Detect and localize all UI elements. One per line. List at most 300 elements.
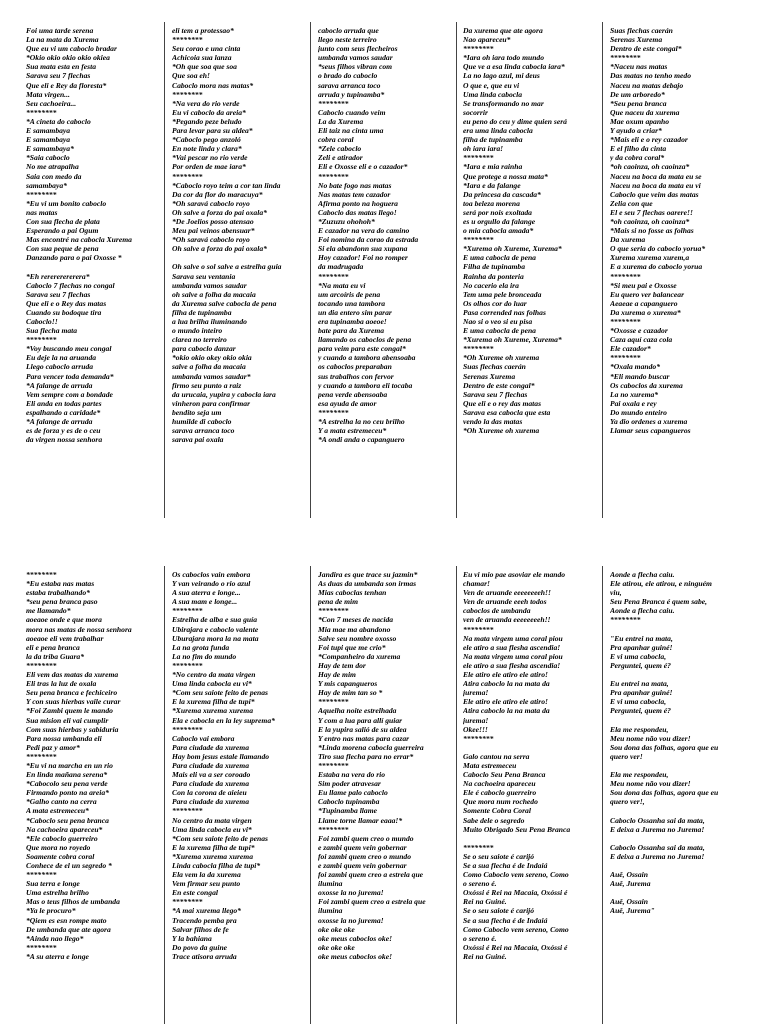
lyric-line: Zeli e atirador [318, 153, 363, 163]
lyric-line: Hay de mim tan so * [318, 688, 383, 698]
lyric-line: un dia entero sim parar [318, 307, 392, 317]
lyric-line: será por nois exoltada [463, 207, 532, 217]
lyric-line: Tracendo pemba pra [172, 915, 237, 925]
lyric-line: o mundo inteiro [172, 326, 223, 336]
lyric-line: *Oxosse e cazador [610, 326, 668, 336]
lyric-line: *Saia caboclo [26, 153, 70, 163]
lyric-line: Oxóssi é Rei na Macaia, Oxóssi é [463, 942, 568, 952]
lyric-line: Com suas hierbas y sabiduria [26, 724, 119, 734]
lyric-line [463, 743, 587, 752]
lyric-line: Y ayudo a criar* [610, 126, 662, 136]
lyric-line: La no fim do mundo [172, 651, 237, 661]
lyric-line: Mas o teus filhos de umbanda [26, 897, 120, 907]
lyric-line: Oh salve a forza do pai oxala* [172, 244, 267, 254]
lyric-line: caboclo arruda que [318, 26, 379, 35]
lyric-line: *Eu vi na marcha en un rio [26, 760, 113, 770]
lyric-line: E vi uma cabocla, [610, 697, 667, 707]
lyric-line: da urucaia, yupira y cabocla iara [172, 389, 276, 399]
lyric-line: Foi nomina da corao da estrada [318, 235, 419, 245]
lyric-line: Estaba na vera do rio [318, 770, 386, 780]
lyric-line: *Pegando peze beludo [172, 116, 242, 126]
lyric-line: Aeaeae a capanguero [610, 298, 678, 308]
lyric-line: Rei na Guiné. [463, 897, 507, 907]
lyric-line: Naceu na matas debajo [610, 80, 684, 90]
lyric-line: Que eu vi um caboclo bradar [26, 44, 117, 54]
lyric-line: O que seria do caboclo yorua* [610, 244, 706, 254]
lyric-line: ******** [463, 733, 494, 743]
lyric-line: Y con suas hierbas vaile curar [26, 697, 121, 707]
lyric-line: Okee!!! [463, 724, 488, 734]
lyric-line: ******** [26, 335, 57, 345]
lyric-line: Eli taiz na cinta uma [318, 126, 384, 136]
lyric-line: *Qiem es esn rompe mato [26, 915, 107, 925]
lyric-line [610, 670, 734, 679]
lyric-line: Auê, Jurema [610, 879, 651, 889]
lyric-line: *Oh saravá caboclo royo [172, 235, 250, 245]
top-column-5 [610, 26, 734, 520]
lyric-line: *Foi Zambi quem le mando [26, 706, 113, 716]
lyric-line: Y entro nas matas para cazar [318, 733, 410, 743]
lyric-line: es de forza y es de o ceu [26, 426, 101, 436]
lyric-line: Na mata virgem uma coral piou [463, 651, 563, 661]
lyric-line: *A estrelha la no ceu brilho [318, 417, 405, 427]
lyric-line: *No centro da mata virgen [172, 670, 256, 680]
lyric-line: *Iara e mia rainha [463, 162, 523, 172]
lyric-line: Para ciudade da xurema [172, 742, 249, 752]
lyric-line: Que eli e Rey da floresta* [26, 80, 107, 90]
lyric-line: Serenas Xurema [610, 35, 663, 45]
lyric-line: Y mis capangueros [318, 679, 378, 689]
lyric-line: Muito Obrigado Seu Pena Branca [463, 824, 571, 834]
lyric-line: E el filho da cinta [610, 144, 667, 154]
lyric-line: sarava pai oxala [172, 435, 224, 445]
lyric-line: E samambaya [26, 135, 71, 145]
lyric-line: E la yupira salió de su aldea [318, 724, 407, 734]
lyric-line: ******** [172, 660, 203, 670]
lyric-line: caboclos de umbanda [463, 606, 531, 616]
lyric-line: es u orgullo da falange [463, 216, 536, 226]
lyric-line: llamando os caboclos de pena [318, 335, 412, 345]
lyric-line: *Na vera do rio verde [172, 98, 240, 108]
lyric-line: Caboclo mora nas matas* [172, 80, 254, 90]
lyric-line: me llamando* [26, 606, 71, 616]
lyric-line: Eu vi mio pae asoviar ele mando [463, 570, 566, 579]
lyric-line: Que eli e o rey das matas [463, 398, 542, 408]
lyric-line: *Ainda nao llego* [26, 933, 84, 943]
lyric-line: para caboclo danzar [172, 344, 236, 354]
lyric-line: De umbanda que ate agora [26, 924, 111, 934]
lyric-line: Se o seu saiote é carijó [463, 851, 535, 861]
lyric-line: firmo seu punto a raiz [172, 380, 242, 390]
lyric-line: eu peno do ceu y dime quien será [463, 116, 567, 126]
lyric-line: *Voy buscando meu congal [26, 344, 112, 354]
lyric-line: clarea no terreiro [172, 335, 227, 345]
lyric-line: da madrugada [318, 262, 364, 272]
lyric-line: o brado do caboclo [318, 71, 378, 81]
lyric-line: era uma linda cabocla [463, 126, 533, 136]
lyric-line: *Oh Xureme oh xurema [463, 426, 540, 436]
lyric-line: ******** [26, 751, 57, 761]
lyric-line: Y a mata estremeceu* [318, 426, 387, 436]
lyric-line: *Tupinamba llame [318, 806, 377, 816]
lyric-line: Sarava seu 7 flechas [463, 389, 528, 399]
lyric-line: Atira caboclo la na mata da [463, 706, 550, 716]
lyric-line: ******** [318, 171, 349, 181]
lyric-line: arruda y tupinamba* [318, 89, 385, 99]
top-column-2 [172, 26, 296, 520]
lyric-line: pena de mim [318, 597, 359, 607]
lyric-line: E uma cabocla de pena [463, 326, 536, 336]
lyric-line: A mata estremeceu* [26, 806, 89, 816]
lyric-line: El e seu 7 flechas oarere!! [610, 207, 693, 217]
lyric-line: Saia con medo da [26, 171, 82, 181]
lyric-line: ******** [463, 235, 494, 245]
lyric-line: *Xurema xurema xurema [172, 851, 254, 861]
lyric-line: No cacerio ela ira [463, 280, 519, 290]
lyric-line: Na mata virgem uma coral piou [463, 633, 563, 643]
lyric-line: e zambi quem vein gobernar [318, 842, 407, 852]
lyric-line: ******** [318, 697, 349, 707]
lyric-line: La no xurema* [610, 389, 659, 399]
lyric-line: *A mai xurema llego* [172, 906, 241, 916]
lyric-line: Rei na Guiné. [463, 951, 507, 961]
lyric-line: vendo la das matas [463, 417, 523, 427]
lyric-line: En este congal [172, 888, 218, 898]
lyric-line: Sarava esa cabocla que esta [463, 407, 551, 417]
lyric-line: eli tem a protessao* [172, 26, 234, 35]
lyric-line: Linda cabocla filha de tupi* [172, 861, 261, 870]
lyric-line: Sarava seu ventania [172, 271, 236, 281]
lyric-line: ******** [172, 606, 203, 616]
column-divider [310, 566, 311, 1024]
lyric-line: *Seu pena branca [610, 98, 667, 108]
lyric-line: Que soa eh! [172, 71, 210, 81]
bottom-column-4 [463, 570, 587, 1024]
lyric-line: oke oke oke [318, 924, 355, 934]
lyric-line: En note linda y clara* [172, 144, 242, 154]
lyric-line: La na grota funda [172, 642, 230, 652]
lyric-line: *Na mata eu vi [318, 280, 366, 290]
lyric-line [26, 262, 150, 271]
lyric-line: ******** [463, 624, 494, 634]
lyric-line: Se a sua flecha é de Indaiá [463, 861, 548, 870]
lyric-line: Tiro sua flecha para no errar* [318, 751, 414, 761]
lyric-line: ******** [318, 98, 349, 108]
lyric-line: Vem sempre com a bondade [26, 389, 113, 399]
lyric-line: Caboclo 7 flechas no congal [26, 280, 115, 290]
lyric-line [610, 761, 734, 770]
lyric-line: No bate fogo nas matas [318, 180, 392, 190]
lyric-line: E deixa a Jurema no Jurema! [610, 851, 705, 861]
bottom-column-3 [318, 570, 442, 1024]
lyric-line: Seu Pena Branca é quem sabe, [610, 597, 708, 607]
lyric-line: Ela me respondeu, [610, 724, 669, 734]
lyric-line: *Oh que soa que soa [172, 62, 237, 72]
lyric-line: Ven de aruande eeeh todos [463, 597, 547, 607]
lyric-line: jurema! [463, 688, 489, 698]
lyric-line: foi zambi quem creo o mundo [318, 851, 412, 861]
lyric-line: quero ver!, [610, 797, 645, 807]
lyric-line: Hoy cazador! Foi no romper [318, 253, 408, 263]
lyric-line: Sou dona das folhas, agora que eu [610, 742, 719, 752]
lyric-line: Eli vem das matas da xurema [26, 670, 119, 680]
lyric-line: ******** [463, 344, 494, 354]
lyric-line: jurema! [463, 715, 489, 725]
lyric-line: E la xurema filha de tupi* [172, 842, 255, 852]
lyric-line: E a xurema do caboclo yorua [610, 262, 703, 272]
lyric-line: Eu quero ver balancear [610, 289, 685, 299]
lyric-line: Ela me respondeu, [610, 770, 669, 780]
lyric-line: Eu entrei na mata, [610, 679, 669, 689]
lyric-line: ******** [463, 842, 494, 852]
lyric-line: Aonde a flecha caiu. [610, 606, 675, 616]
lyric-line: *Ele caboclo guerreiro [26, 833, 98, 843]
lyric-line: Dentro de este congal* [610, 44, 682, 54]
lyric-line: Uburajara mora la na mata [172, 633, 259, 643]
lyric-line: Meu nome não vou dizer! [610, 733, 691, 743]
lyric-line: Pedi paz y amor* [26, 742, 80, 752]
lyric-line: Para ciudade da xurema [172, 779, 249, 789]
lyric-line: ilumina [318, 906, 343, 916]
lyric-line: Xurema xurema xurem,a [610, 253, 690, 263]
lyric-line [610, 888, 734, 897]
lyric-line: Eli tras la luz de oxala [26, 679, 97, 689]
lyric-line: samambaya* [26, 180, 67, 190]
lyric-line: Sarava seu 7 flechas [26, 71, 91, 81]
lyric-line: ******** [318, 606, 349, 616]
lyric-line: *Mais eli e o rey cazador [610, 135, 688, 145]
lyric-line: oke oke oke [318, 942, 355, 952]
lyric-line: Perguntei, quem é? [610, 660, 671, 670]
lyric-line: aoeaoe onde e que mora [26, 615, 102, 625]
lyric-line: Con sua peque de pena [26, 244, 99, 254]
lyric-line: Y la bahiana [172, 933, 212, 943]
lyric-line: *Zuzuzu ohohoh* [318, 216, 375, 226]
lyric-line: sarava arranca toco [318, 80, 381, 90]
lyric-line: Naceu na boca da mata eu se [610, 171, 702, 181]
lyric-line: da virgen nossa senhora [26, 435, 103, 445]
lyric-line: *Linda morena cabocla guerreira [318, 742, 424, 752]
lyric-line: Oh salve o sol salve a estrelha guia [172, 262, 282, 272]
lyric-line: Ela e cabocla en la ley suprema* [172, 715, 275, 725]
lyric-line: ******** [26, 189, 57, 199]
lyric-line: cobra coral [318, 135, 354, 145]
lyric-line: Eli e Oxosse eli e o cazador* [318, 162, 408, 172]
lyric-line: Hay bom jesus estale llamando [172, 751, 270, 761]
lyric-line: um arcoíris de pena [318, 289, 381, 299]
lyric-line: Tem uma pele bronceada [463, 289, 542, 299]
lyric-line: *Oxala mando* [610, 362, 660, 372]
lyric-line: Mae oxum apanho [610, 116, 670, 126]
lyric-line: Salve seu nombre oxosso [318, 633, 397, 643]
lyric-line: junto com seus flecheiros [318, 44, 398, 54]
lyric-line: ******** [26, 107, 57, 117]
lyric-line: *Companheiro da xurema [318, 651, 401, 661]
lyric-line: oke meus caboclos oke! [318, 951, 393, 961]
lyric-line: filha de tupinamba [463, 135, 523, 145]
lyric-line: eli e pena branca [26, 642, 80, 652]
lyric-line: da Xurema salve cabocla de pena [172, 298, 277, 308]
lyric-line: *oh caoinza, oh caoinza* [610, 216, 690, 226]
lyric-line: ******** [610, 615, 641, 625]
lyric-line: Auê, Ossain [610, 870, 648, 880]
lyric-line: Meu nome não vou dizer! [610, 779, 691, 789]
lyric-line: Seu corao e una cinta [172, 44, 241, 54]
lyric-line: socorrir [463, 107, 488, 117]
lyric-line: oxosse la no jurema! [318, 888, 384, 898]
lyric-line: O que e, que eu vi [463, 80, 520, 90]
lyric-line: *Caboclo pego anzoló [172, 135, 241, 145]
column-divider [602, 22, 603, 518]
lyric-line: Ele atirou, ele atirou, e ninguém [610, 579, 712, 589]
lyric-line: o mia cabocla amada* [463, 226, 534, 236]
lyric-line: Se a sua flecha é de Indaiá [463, 915, 548, 925]
lyric-line: o sereno é. [463, 879, 497, 889]
lyric-line: *A cineta do caboclo [26, 116, 91, 126]
lyric-line: Foi zambi quem creo a estrela que [318, 897, 426, 907]
lyric-line: humilde di caboclo [172, 417, 232, 427]
lyric-line: ******** [26, 870, 57, 880]
lyric-line: Da xurema que ate agora [463, 26, 543, 35]
lyric-line: para veim para este congal* [318, 344, 406, 354]
lyric-line: Llego caboclo arruda [26, 362, 94, 372]
lyric-line: Para ciudade da xurema [172, 797, 249, 807]
top-column-4 [463, 26, 587, 520]
lyric-line: Meu pai veinos abensuar* [172, 226, 255, 236]
lyric-line: ******** [610, 53, 641, 63]
lyric-line: Foi tupi que me crio* [318, 642, 386, 652]
lyric-line: Eu llame palo caboclo [318, 788, 388, 798]
lyric-line: era tupinamba aoeoe! [318, 317, 387, 326]
lyric-line: Caboclo!! [26, 317, 58, 326]
lyric-line: Con la corona de aieieu [172, 788, 247, 798]
lyric-line: vinheron para confirmar [172, 398, 251, 408]
lyric-line: *Com seu saiote feito de penas [172, 688, 268, 698]
lyric-line: E samambaya [26, 126, 71, 136]
lyric-line: y da cobra coral* [610, 153, 665, 163]
top-column-3 [318, 26, 442, 520]
lyric-line: Suas flechas caerán [610, 26, 673, 35]
lyric-line: La no lago azul, mi deus [463, 71, 540, 81]
lyric-line [610, 806, 734, 815]
lyric-line: umbanda vamos saudar [172, 280, 247, 290]
lyric-line: Caboclo tupinamba [318, 797, 380, 807]
lyric-line: *Oh Xureme oh xurema [463, 353, 540, 363]
lyric-line: Si ela abandonn sua xupana [318, 244, 408, 254]
lyric-line: *A falange de arruda [26, 417, 93, 427]
lyric-line: Pasa corrended nas folhas [463, 307, 546, 317]
lyric-line: *A falange de arruda [26, 380, 93, 390]
lyric-line: *Eu vi um bonito caboclo [26, 198, 107, 208]
lyric-line: E uma cabocla de pena [463, 253, 536, 263]
lyric-line: aoeaoe eli vem trabalhar [26, 633, 104, 643]
lyric-line: Sim poder atravesar [318, 779, 381, 789]
lyric-line: Os caboclos da xurema [610, 380, 683, 390]
lyric-line: Mais eli va a ser coroado [172, 770, 251, 780]
lyric-line: Seu pena branca e fechiceiro [26, 688, 118, 698]
lyric-line: Llame torne llamar eaaa!* [318, 815, 403, 825]
lyric-line: En linda mañana serena* [26, 770, 108, 780]
lyric-line: Foi zambi quem creo o mundo [318, 833, 414, 843]
lyric-line: No centro da mata virgen [172, 815, 252, 825]
lyric-line: Uma linda cabocla [463, 89, 523, 99]
lyric-line: o sereno é. [463, 933, 497, 943]
lyric-line: umbanda vamos saudar* [172, 371, 251, 381]
lyric-line: esa ayuda de amor [318, 398, 377, 408]
lyric-line: y cuando a tambora abensoaba [318, 353, 416, 363]
lyric-line: Suas flechas caerán [463, 362, 526, 372]
lyric-line: Hay de tem dor [318, 660, 366, 670]
lyric-line: *De Joelios posso atensao [172, 216, 254, 226]
lyric-line: Ven de aruande eeeeeeeeh!! [463, 588, 551, 598]
lyric-line: Para levar para su aldea* [172, 126, 253, 136]
lyric-line: Galo cantou na serra [463, 751, 530, 761]
lyric-line: Llamar seus capangueros [610, 426, 691, 436]
lyric-line: E samambaya* [26, 144, 74, 154]
lyric-line: Auê, Jurema" [610, 906, 655, 916]
lyric-line: Conhece de el un segredo * [26, 861, 112, 870]
column-divider [164, 566, 165, 1024]
lyric-line: Serenas Xurema [463, 371, 516, 381]
lyric-line: *oh caoinza, oh caoinza* [610, 162, 690, 172]
lyric-line: *Caboclo seu pena branca [26, 815, 109, 825]
lyric-line: Uma estrelha brilho [26, 888, 89, 898]
lyric-line: Por orden de mae iara* [172, 162, 246, 172]
lyric-line: tocando una tambora [318, 298, 386, 308]
lyric-line: la da triba Guara* [26, 651, 85, 661]
lyric-line: oke meus caboclos oke! [318, 933, 393, 943]
lyric-line: Sua mision eli vai cumplir [26, 715, 109, 725]
lyric-line: *Xurema xurema xurema [172, 706, 254, 716]
lyric-line: Para vencer toda demanda* [26, 371, 114, 381]
lyric-line: quero ver! [610, 751, 643, 761]
lyric-line: Para ciudade da xurema [172, 760, 249, 770]
lyric-line: Pra apanhar guiné! [610, 688, 673, 698]
lyric-line: Os caboclos vain embora [172, 570, 251, 579]
lyric-line: Ele atiro ele atiro ele atiro! [463, 670, 548, 680]
lyric-line: Eu deje la na aruanda [26, 353, 97, 363]
lyric-line: Pai oxala e rey [610, 398, 657, 408]
lyric-line: Aquelha noite estrelhada [318, 706, 397, 716]
column-divider [456, 566, 457, 1024]
lyric-line: Trace atisora arruda [172, 951, 237, 961]
lyric-line: Filha de tupinamba [463, 262, 526, 272]
lyric-line: *Xurema oh Xureme, Xurema* [463, 335, 562, 345]
lyric-line: *Cabocolo seu pena verde [26, 779, 108, 789]
lyric-line: *Zele caboclo [318, 144, 362, 154]
lyric-line: Sua flecha mata [26, 326, 78, 336]
lyric-line: ele atiro a sua flesha ascendia! [463, 642, 561, 652]
lyric-line: ******** [610, 353, 641, 363]
lyric-line: Perguntei, quem é? [610, 706, 671, 716]
lyric-line: Firmando ponto na areia* [26, 788, 109, 798]
lyric-line: Cuando su bodoque tira [26, 307, 102, 317]
lyric-line: *seu pena branca paso [26, 597, 98, 607]
lyric-line: Caboclo que veim das matas [610, 189, 699, 199]
lyric-line: Achicoia sua lanza [172, 53, 232, 63]
lyric-line: sarava arranca toco [172, 426, 235, 436]
lyric-line: No me atrapalha [26, 162, 79, 172]
lyric-line: Jandira es que trace su jazmin* [318, 570, 418, 579]
lyric-line: Atira caboclo la na mata da [463, 679, 550, 689]
lyric-line: chamar! [463, 579, 491, 589]
lyric-line: Eu vi caboclo da areia* [172, 107, 246, 117]
lyric-line: *Naceu nas matas [610, 62, 668, 72]
lyric-line: Se transformando no mar [463, 98, 544, 108]
lyric-line: Que naceu da xurema [610, 107, 680, 117]
lyric-line: Con sua flecha de plata [26, 216, 100, 226]
lyric-line [610, 625, 734, 634]
